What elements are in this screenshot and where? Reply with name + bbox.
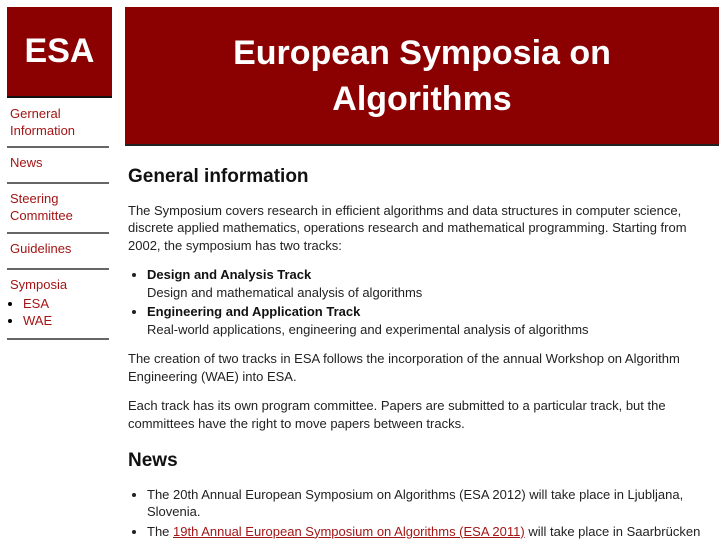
sidebar-item-general-information (7, 102, 109, 148)
sidebar-link-general-information[interactable]: Gerneral Information (10, 106, 76, 138)
track-title: Engineering and Application Track (147, 304, 361, 319)
intro-paragraph: The Symposium covers research in efficient algorithms and data structures in computer science, discrete applied mathematics, operations research and mathematical programming. Starting from 2002, the symposium has two tracks: (128, 202, 687, 253)
tracks-creation-paragraph: The creation of two tracks in ESA follows the incorporation of the annual Workshop on Algorithm Engineering (WAE) into ESA. (128, 351, 680, 384)
news-item (147, 523, 720, 541)
sidebar-item-symposia (7, 270, 109, 340)
tracks-list (128, 266, 720, 338)
sidebar-link-symposia[interactable]: Symposia (10, 277, 68, 292)
news-item (147, 486, 720, 521)
sidebar-item-news (7, 148, 109, 184)
sidebar-subitem-wae (23, 312, 106, 329)
news-list (128, 486, 720, 541)
site-title: European Symposia on Algorithms (233, 33, 611, 118)
main-content (128, 160, 720, 552)
sidebar-subitem-esa (23, 295, 106, 312)
sidebar-link-wae[interactable]: WAE (23, 313, 53, 328)
track-item (147, 303, 720, 338)
sidebar-link-esa[interactable]: ESA (23, 296, 50, 311)
news-text-suffix: will take place in Saarbrücken (524, 523, 701, 539)
track-item (147, 266, 720, 301)
track-description: Real-world applications, engineering and experimental analysis of algorithms (147, 321, 589, 337)
news-text-prefix: The (147, 523, 174, 539)
news-heading: News (128, 450, 178, 471)
esa-2011-link[interactable]: 19th Annual European Symposium on Algorithms (ESA 2011) (173, 523, 525, 539)
site-header (125, 7, 719, 144)
symposia-sublist (10, 295, 106, 329)
program-committee-paragraph: Each track has its own program committee. Papers are submitted to a particular track, but the committees have the right to move papers between tracks. (128, 398, 666, 431)
sidebar-link-guidelines[interactable]: Guidelines (10, 241, 72, 256)
track-title: Design and Analysis Track (147, 267, 312, 282)
general-information-heading: General information (128, 166, 309, 187)
logo-text: ESA (24, 32, 95, 70)
news-text: The 20th Annual European Symposium on Algorithms (ESA 2012) will take place in Ljubljana, Slovenia. (147, 486, 684, 519)
sidebar-item-steering-committee (7, 184, 109, 234)
track-description: Design and mathematical analysis of algorithms (147, 284, 423, 300)
sidebar-link-news[interactable]: News (10, 155, 43, 170)
sidebar-item-guidelines (7, 234, 109, 270)
sidebar-link-steering-committee[interactable]: Steering Committee (10, 191, 73, 223)
site-logo[interactable] (7, 7, 112, 96)
sidebar-nav (7, 102, 109, 340)
